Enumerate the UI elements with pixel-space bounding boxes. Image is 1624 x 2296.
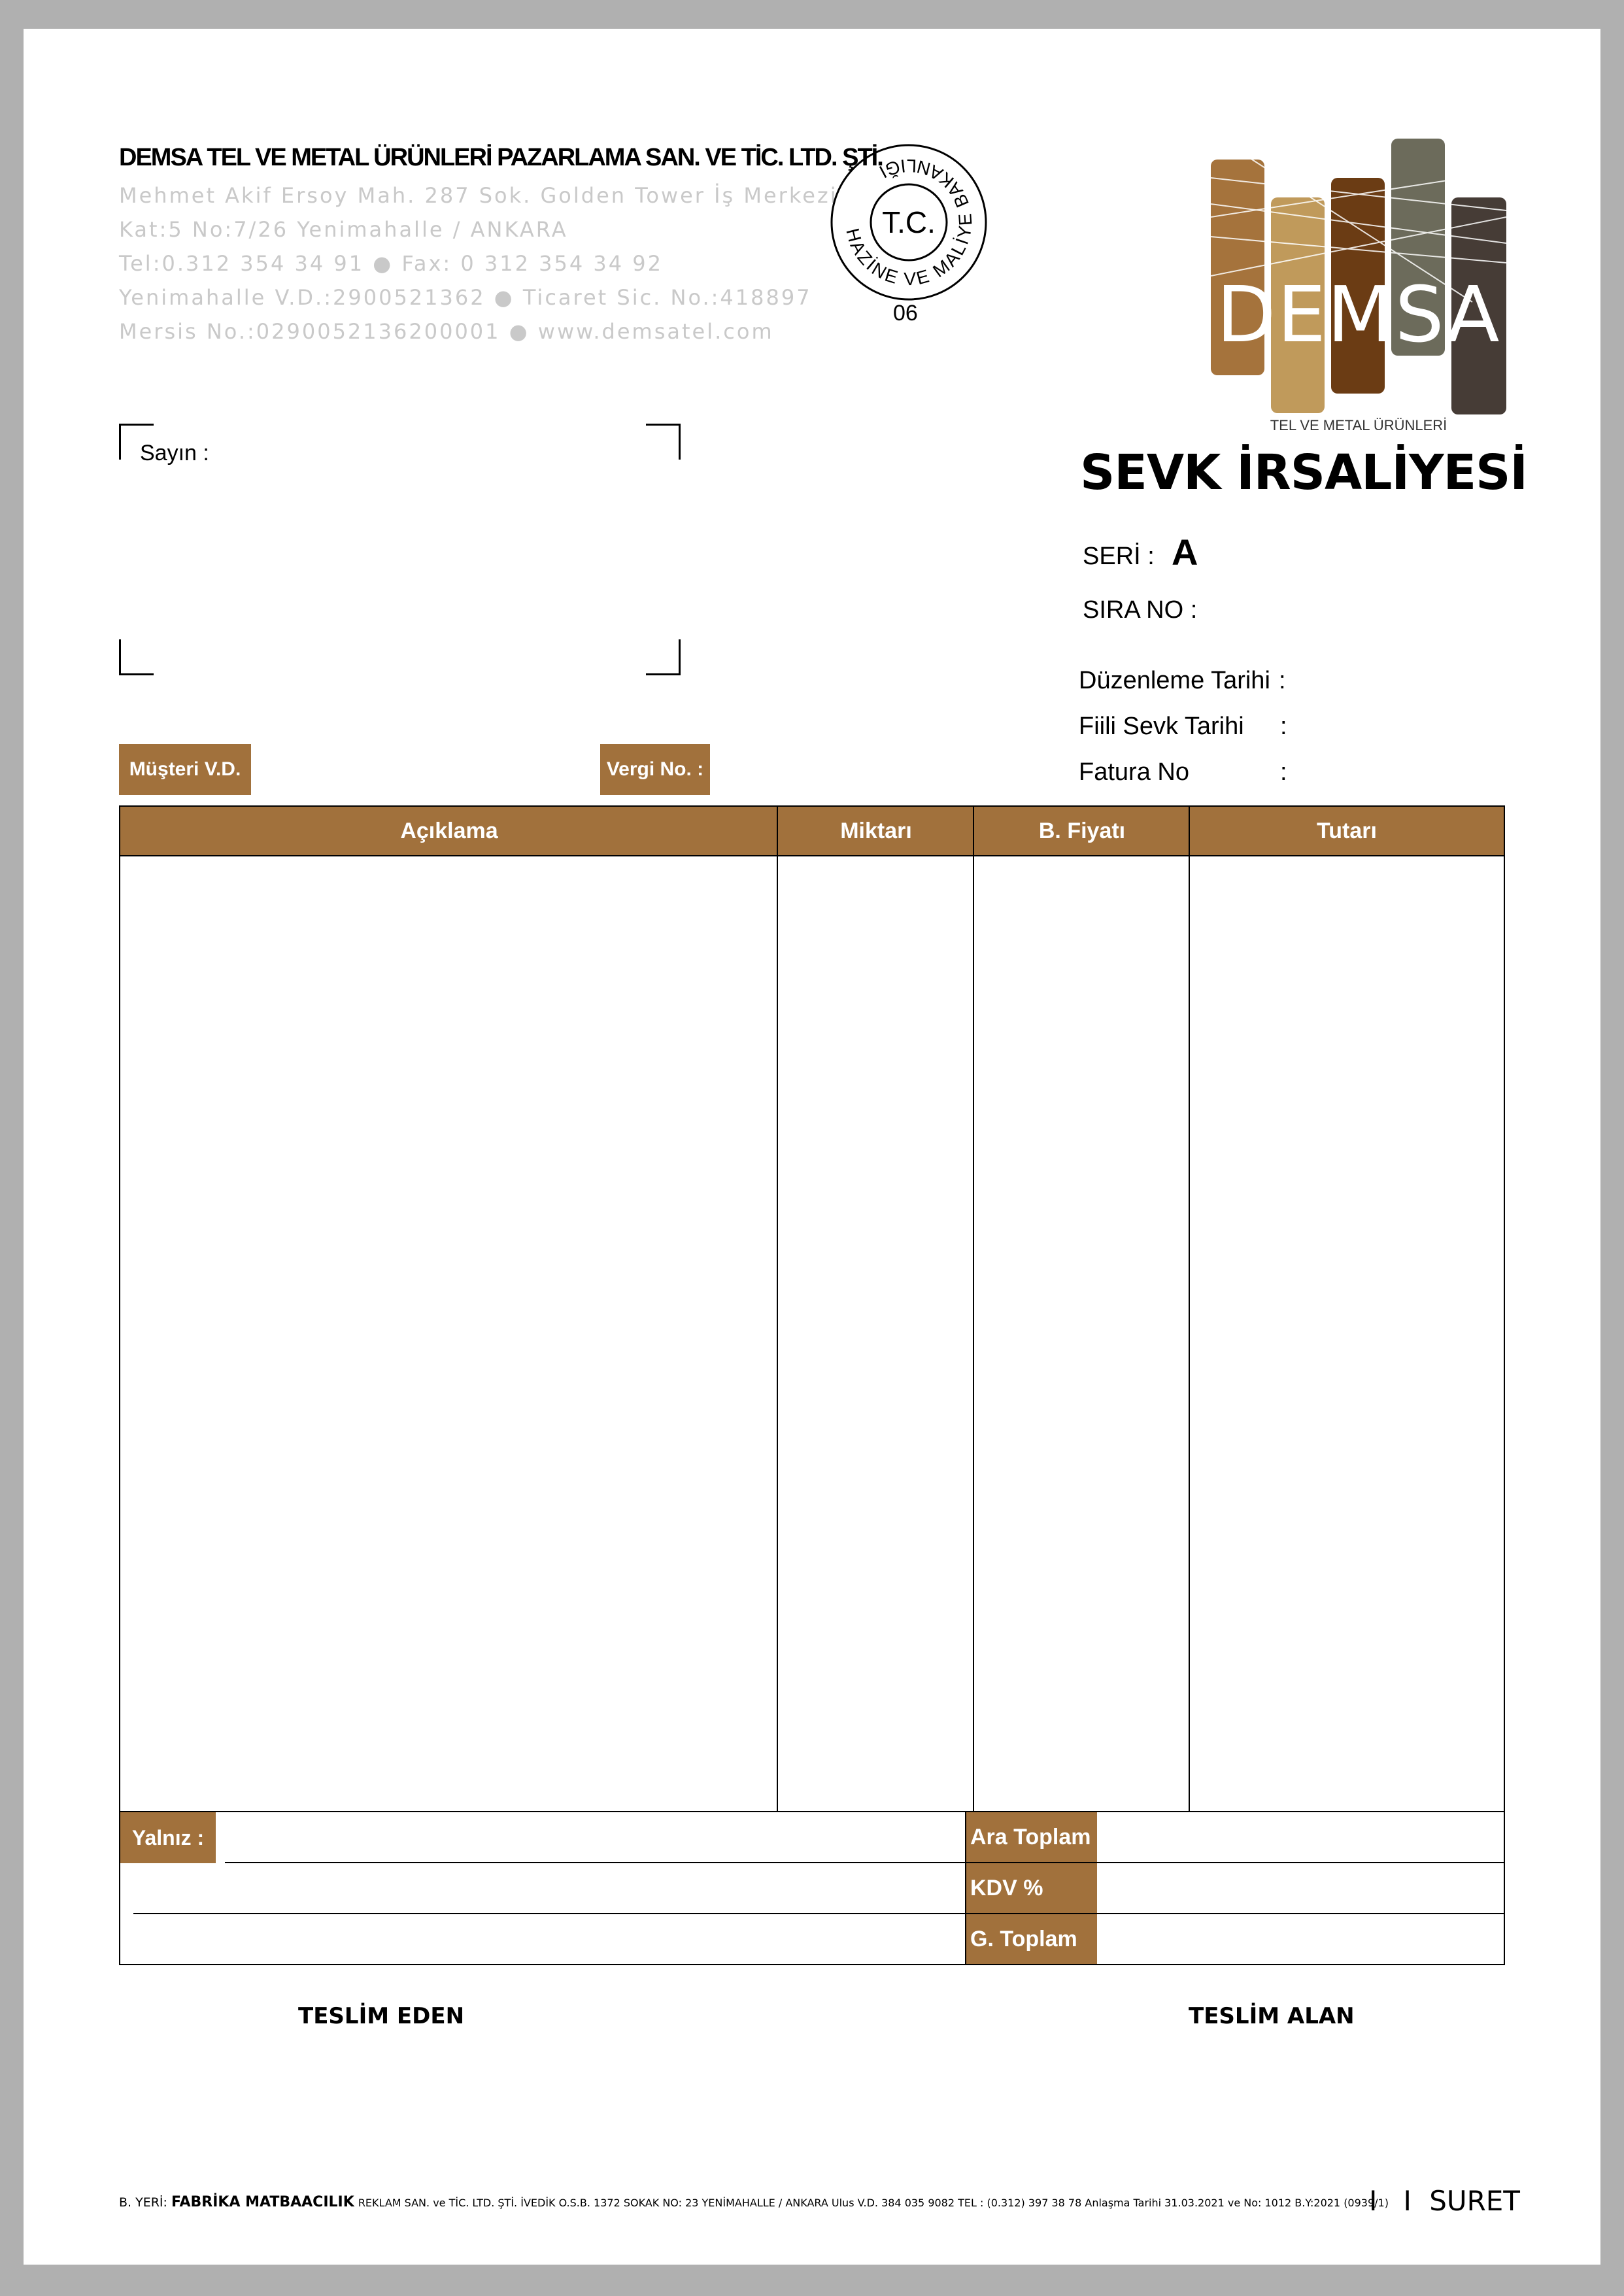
header-amount: Tutarı — [1190, 807, 1504, 856]
issue-date-colon: : — [1279, 667, 1286, 694]
subtotal-label: Ara Toplam — [966, 1812, 1097, 1862]
recipient-corner-br — [646, 639, 681, 675]
document-title: SEVK İRSALİYESİ — [1080, 445, 1527, 501]
header-quantity: Miktarı — [778, 807, 974, 856]
address-line-4: Yenimahalle V.D.:2900521362 ● Ticaret Sic. No.:418897 — [119, 285, 812, 310]
sira-no-label: SIRA NO : — [1083, 596, 1198, 624]
copy-label — [1369, 2185, 1520, 2217]
footer-details: REKLAM SAN. ve TİC. LTD. ŞTİ. İVEDİK O.S.B. 1372 SOKAK NO: 23 YENİMAHALLE / ANKARA Ulus V.D. 384 035 9082 TEL : (0.312) 397 38 78 Anlaşma Tarihi 31.03.2021 ve No: 1012 B.Y:2021 (0939/1) — [358, 2197, 1389, 2209]
address-line-5: Mersis No.:0290052136200001 ● www.demsatel.com — [119, 319, 774, 344]
seri-value: A — [1172, 532, 1198, 573]
totals-row-line — [966, 1862, 1504, 1863]
seri-label: SERİ : — [1083, 543, 1155, 570]
column-divider — [1189, 807, 1190, 1811]
header-unit-price: B. Fiyatı — [974, 807, 1190, 856]
address-line-3: Tel:0.312 354 34 91 ● Fax: 0 312 354 34 92 — [119, 251, 663, 276]
items-table — [119, 805, 1505, 1812]
address-line-1: Mehmet Akif Ersoy Mah. 287 Sok. Golden Tower İş Merkezi — [119, 183, 838, 208]
tax-number-label: Vergi No. : — [600, 744, 710, 795]
yalniz-label: Yalnız : — [120, 1812, 216, 1863]
seal-ring-text: HAZİNE VE MALİYE BAKANLIĞI — [842, 155, 976, 290]
logo-wordmark: DEMSA — [1216, 269, 1501, 360]
shipment-date-colon: : — [1280, 713, 1287, 740]
column-divider — [777, 807, 778, 1811]
recipient-label: Sayın : — [140, 441, 209, 465]
logo-tagline: TEL VE METAL ÜRÜNLERİ — [1270, 417, 1447, 433]
recipient-corner-tr — [646, 424, 681, 460]
customer-tax-office-label: Müşteri V.D. — [119, 744, 251, 795]
printer-footer — [119, 2194, 1389, 2210]
company-name: DEMSA TEL VE METAL ÜRÜNLERİ PAZARLAMA SAN. VE TİC. LTD. ŞTİ. — [119, 144, 883, 171]
totals-section — [119, 1812, 1505, 1965]
invoice-no-colon: : — [1280, 758, 1287, 786]
vat-label: KDV % — [966, 1863, 1097, 1913]
header-description: Açıklama — [120, 807, 778, 856]
footer-printer: FABRİKA MATBAACILIK — [171, 2194, 354, 2210]
delivered-by-label: TESLİM EDEN — [298, 2003, 465, 2029]
seal-center-text: T.C. — [882, 205, 936, 239]
seal-number: 06 — [893, 301, 918, 326]
copy-label-text: SURET — [1429, 2185, 1520, 2217]
ministry-seal — [825, 139, 992, 306]
address-line-2: Kat:5 No:7/26 Yenimahalle / ANKARA — [119, 217, 568, 242]
demsa-logo — [1211, 139, 1506, 439]
yalniz-line-2 — [133, 1913, 1055, 1914]
issue-date-label: Düzenleme Tarihi — [1079, 667, 1270, 694]
totals-row-line — [966, 1913, 1504, 1914]
recipient-corner-bl — [119, 639, 154, 675]
column-divider — [973, 807, 974, 1811]
yalniz-line — [225, 1862, 1055, 1863]
copy-marks: I I — [1369, 2185, 1412, 2217]
grand-total-label: G. Toplam — [966, 1914, 1097, 1964]
received-by-label: TESLİM ALAN — [1189, 2003, 1355, 2029]
shipment-date-label: Fiili Sevk Tarihi — [1079, 713, 1244, 740]
footer-prefix: B. YERİ: — [119, 2195, 167, 2210]
invoice-no-label: Fatura No — [1079, 758, 1189, 786]
